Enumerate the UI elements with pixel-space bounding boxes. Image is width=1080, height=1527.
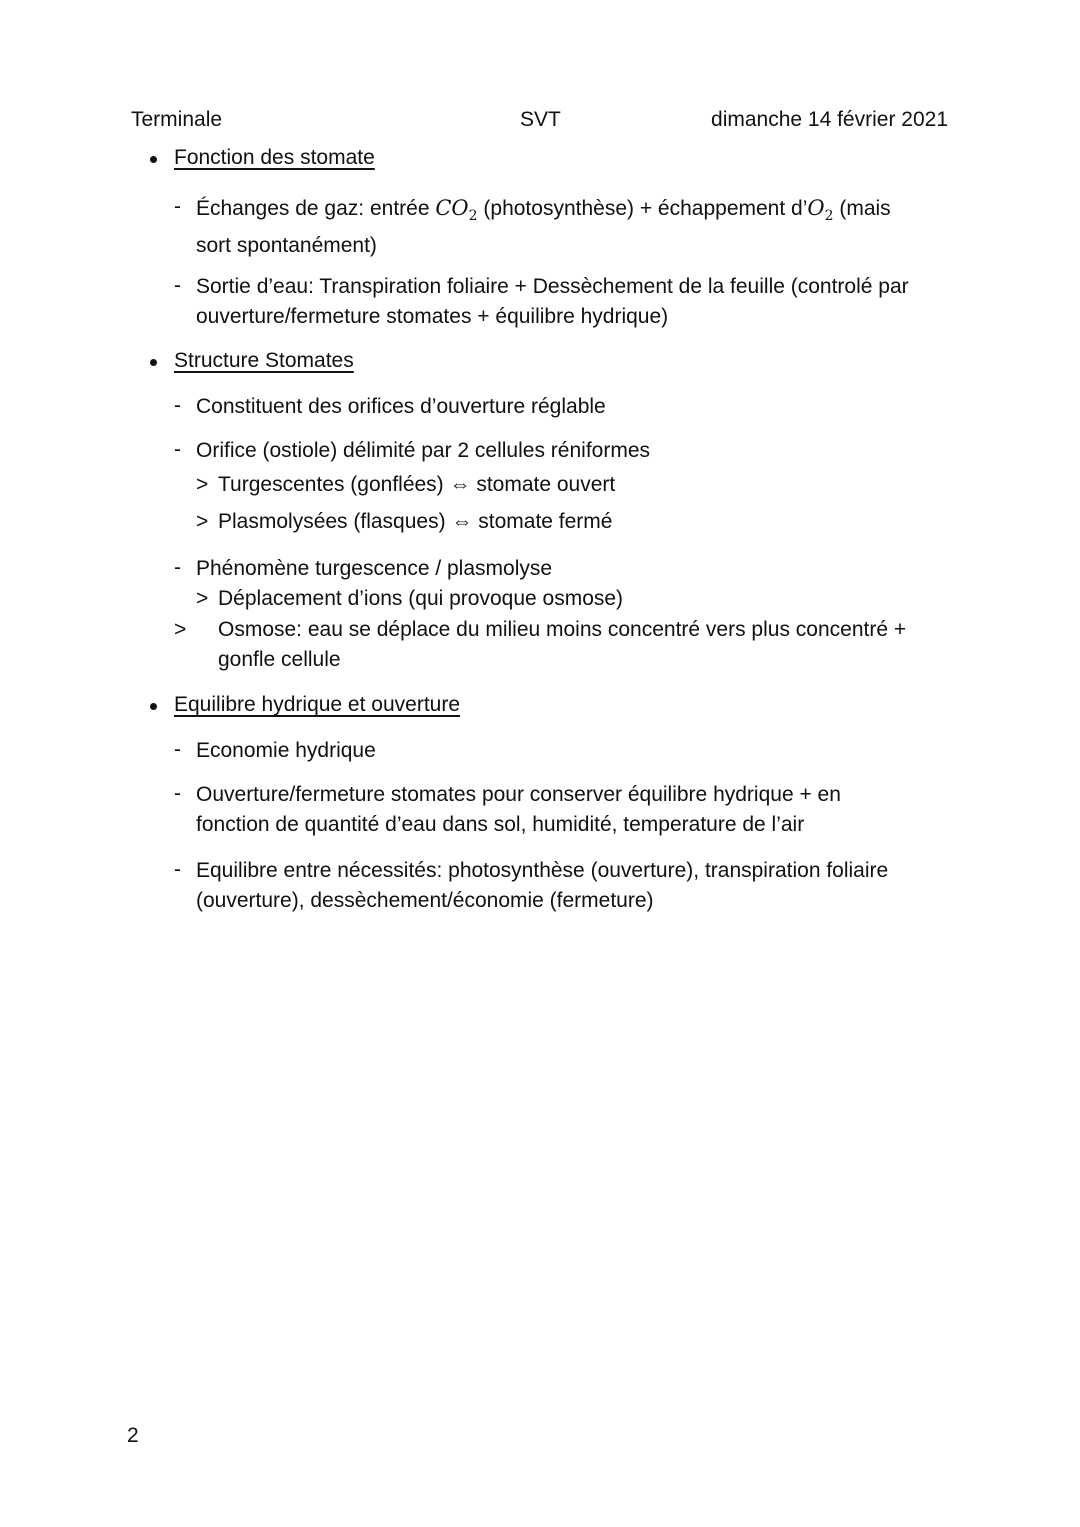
page-header bbox=[0, 108, 1080, 136]
dash-icon: - bbox=[174, 858, 181, 881]
page-number: 2 bbox=[127, 1424, 139, 1447]
item-text: Échanges de gaz: entrée $CO_2$ (photosynthèse) + échappement $d’O_2$ (mais sort spontanément) bbox=[196, 196, 891, 258]
section-title: Equilibre hydrique et ouverture bbox=[174, 693, 461, 716]
sub-item: > Turgescentes (gonflées) ⇔ stomate ouvert bbox=[196, 473, 616, 496]
header-subject: SVT bbox=[520, 108, 561, 131]
dash-icon: - bbox=[174, 438, 181, 461]
dash-icon: - bbox=[174, 195, 181, 218]
item-text: Ouverture/fermeture stomates pour conserver équilibre hydrique + en fonction de quantité d’eau dans sol, humidité, temperature de l’air bbox=[196, 783, 841, 836]
dash-icon: - bbox=[174, 394, 181, 417]
dash-icon: - bbox=[174, 738, 181, 761]
item-text: Sortie d’eau: Transpiration foliaire + Dessèchement de la feuille (controlé par ouverture/fermeture stomates + équilibre hydrique) bbox=[196, 275, 909, 328]
item-text: Constituent des orifices d’ouverture réglable bbox=[196, 395, 606, 418]
item-text: Economie hydrique bbox=[196, 739, 376, 762]
item-text: Equilibre entre nécessités: photosynthèse (ouverture), transpiration foliaire (ouverture), dessèchement/économie (fermeture) bbox=[196, 859, 889, 912]
item-text: Phénomène turgescence / plasmolyse bbox=[196, 557, 553, 580]
math-co2: $CO_2$ bbox=[435, 196, 478, 225]
sub-item: > Déplacement d’ions (qui provoque osmose) bbox=[196, 587, 624, 610]
math-o2: $O_2$ bbox=[807, 196, 834, 225]
section-title: Structure Stomates bbox=[174, 349, 354, 372]
item-text: Orifice (ostiole) délimité par 2 cellules réniformes bbox=[196, 439, 650, 462]
header-level: Terminale bbox=[131, 108, 223, 131]
dash-icon: - bbox=[174, 274, 181, 297]
sub-item: > Osmose: eau se déplace du milieu moins concentré vers plus concentré + gonfle cellule bbox=[174, 618, 907, 671]
dash-icon: - bbox=[174, 556, 181, 579]
header-date: dimanche 14 février 2021 bbox=[711, 108, 948, 131]
section-title: Fonction des stomate bbox=[174, 146, 375, 169]
sub-item: > Plasmolysées (flasques) ⇔ stomate fermé bbox=[196, 510, 613, 533]
dash-icon: - bbox=[174, 782, 181, 805]
